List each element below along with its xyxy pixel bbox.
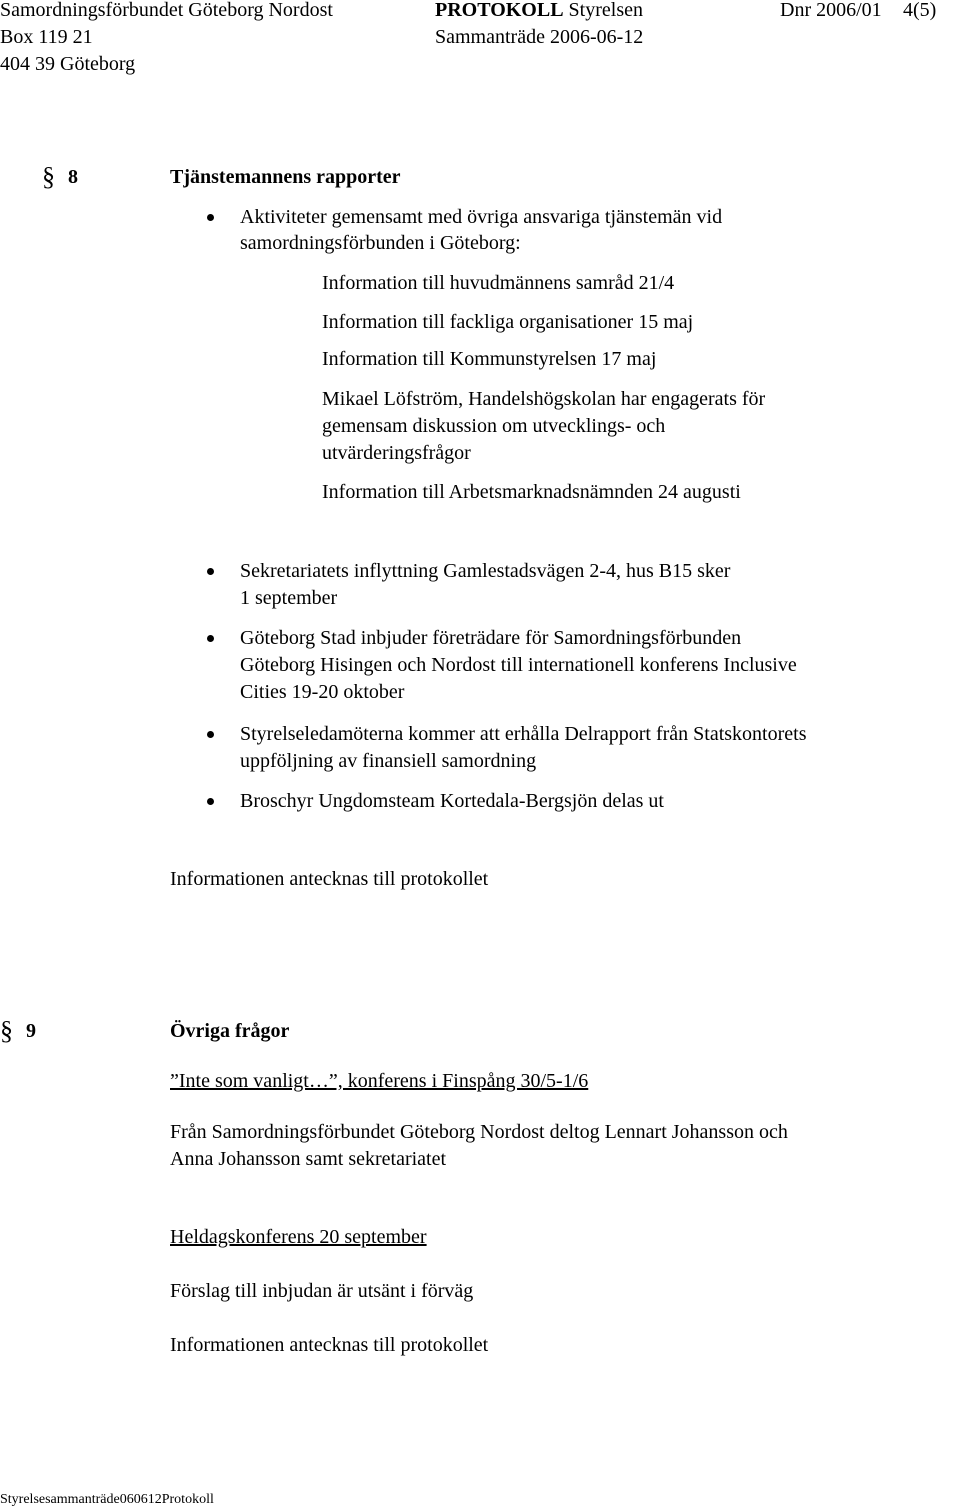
bullet-icon bbox=[207, 568, 214, 575]
header-doc-type: PROTOKOLL bbox=[435, 0, 564, 21]
bullet-1-line-2: samordningsförbunden i Göteborg: bbox=[240, 232, 521, 254]
sub-item-1: Information till huvudmännens samråd 21/4 bbox=[322, 272, 675, 294]
sub-item-2: Information till fackliga organisationer 15 maj bbox=[322, 311, 694, 333]
section-9-number: 9 bbox=[26, 1020, 36, 1042]
bullet-5: Broschyr Ungdomsteam Kortedala-Bergsjön delas ut bbox=[240, 790, 664, 812]
sub-item-3: Information till Kommunstyrelsen 17 maj bbox=[322, 348, 657, 370]
sub-item-4-line-3: utvärderingsfrågor bbox=[322, 442, 471, 464]
bullet-1-line-1: Aktiviteter gemensamt med övriga ansvariga tjänstemän vid bbox=[240, 206, 723, 228]
sub-item-4-line-2: gemensam diskussion om utvecklings- och bbox=[322, 415, 666, 437]
section-9-conclusion: Informationen antecknas till protokollet bbox=[170, 1334, 489, 1356]
section-9-symbol: § bbox=[0, 1016, 13, 1045]
header-dnr: Dnr 2006/01 bbox=[780, 0, 882, 21]
bullet-4-line-2: uppföljning av finansiell samordning bbox=[240, 750, 537, 772]
header-title bbox=[435, 0, 643, 22]
bullet-3-line-3: Cities 19-20 oktober bbox=[240, 681, 405, 703]
header-box: Box 119 21 bbox=[0, 26, 93, 48]
bullet-4-line-1: Styrelseledamöterna kommer att erhålla Delrapport från Statskontorets bbox=[240, 723, 807, 745]
bullet-2-line-1: Sekretariatets inflyttning Gamlestadsvägen 2-4, hus B15 sker bbox=[240, 560, 731, 582]
bullet-icon bbox=[207, 731, 214, 738]
bullet-3-line-2: Göteborg Hisingen och Nordost till internationell konferens Inclusive bbox=[240, 654, 797, 676]
bullet-3-line-1: Göteborg Stad inbjuder företrädare för Samordningsförbunden bbox=[240, 627, 742, 649]
paragraph-1-line-2: Anna Johansson samt sekretariatet bbox=[170, 1148, 447, 1170]
header-city: 404 39 Göteborg bbox=[0, 53, 136, 75]
sub-item-4-line-1: Mikael Löfström, Handelshögskolan har engagerats för bbox=[322, 388, 766, 410]
bullet-2-line-2: 1 september bbox=[240, 587, 338, 609]
bullet-icon bbox=[207, 214, 214, 221]
subheading-heldagskonferens: Heldagskonferens 20 september bbox=[170, 1226, 427, 1248]
header-page: 4(5) bbox=[903, 0, 937, 21]
bullet-icon bbox=[207, 635, 214, 642]
subheading-inte-som-vanligt: ”Inte som vanligt…”, konferens i Finspång 30/5-1/6 bbox=[170, 1070, 589, 1092]
section-9-title: Övriga frågor bbox=[170, 1020, 290, 1042]
bullet-icon bbox=[207, 798, 214, 805]
sub-item-5: Information till Arbetsmarknadsnämnden 24 augusti bbox=[322, 481, 741, 503]
section-8-conclusion: Informationen antecknas till protokollet bbox=[170, 868, 489, 890]
header-meeting: Sammanträde 2006-06-12 bbox=[435, 26, 644, 48]
header-org: Samordningsförbundet Göteborg Nordost bbox=[0, 0, 333, 21]
section-8-symbol: § bbox=[42, 162, 55, 191]
footer-filename: Styrelsesammanträde060612Protokoll bbox=[0, 1492, 214, 1507]
section-8-title: Tjänstemannens rapporter bbox=[170, 166, 401, 188]
paragraph-1-line-1: Från Samordningsförbundet Göteborg Nordost deltog Lennart Johansson och bbox=[170, 1121, 788, 1143]
paragraph-2: Förslag till inbjudan är utsänt i förväg bbox=[170, 1280, 474, 1302]
section-8-number: 8 bbox=[68, 166, 78, 188]
header-board: Styrelsen bbox=[568, 0, 643, 21]
